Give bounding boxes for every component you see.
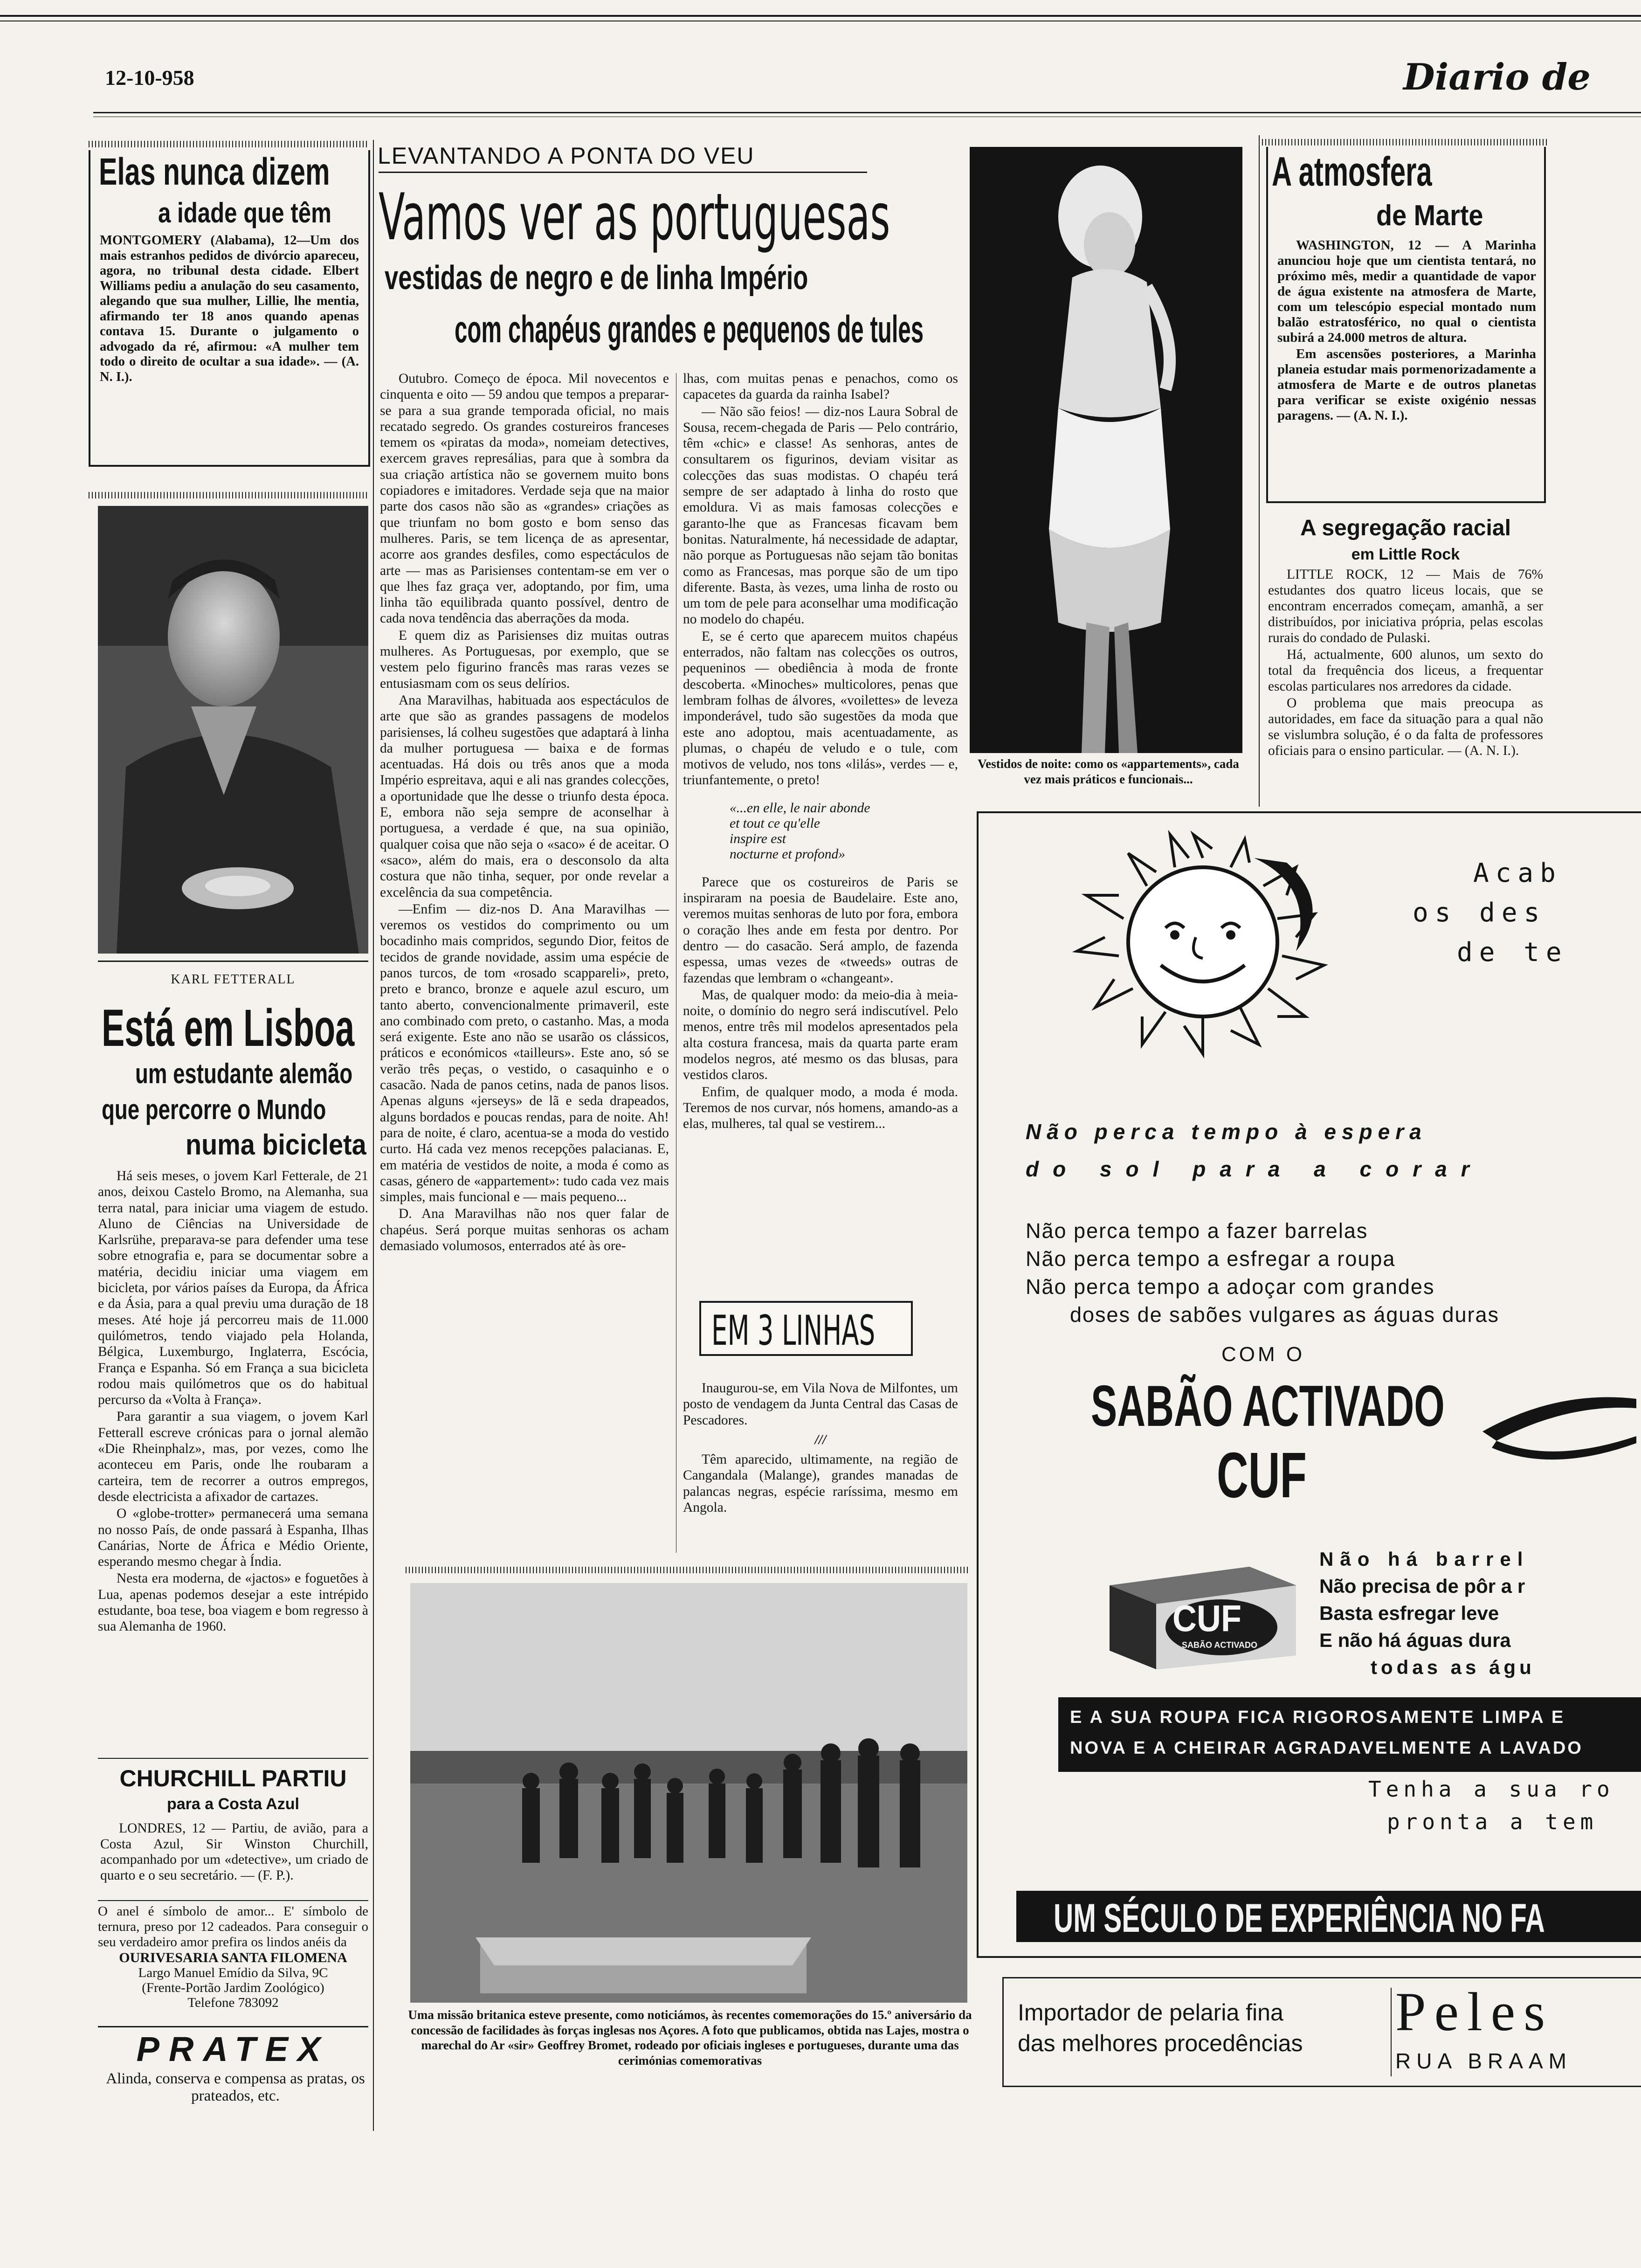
moda-c1p5: D. Ana Maravilhas não nos quer falar de chapéus. Será porque muitas senhoras os acham demasiado volumosos, enterrados até às ore- xyxy=(380,1206,669,1254)
elas-box xyxy=(89,150,370,467)
elas-title: Elas nunca dizem xyxy=(99,151,330,193)
karl-sub3: numa bicicleta xyxy=(186,1129,366,1161)
cuf-band1: E A SUA ROUPA FICA RIGOROSAMENTE LIMPA E xyxy=(1070,1708,1565,1727)
cuf-top3: de te xyxy=(1457,937,1568,968)
quote-line-4: nocturne et profond» xyxy=(730,846,845,862)
cuf-line3: Não perca tempo a adoçar com grandes xyxy=(1026,1275,1435,1299)
masthead: Diario de xyxy=(1403,56,1591,98)
moda-sub2: com chapéus grandes e pequenos de tules xyxy=(455,308,924,351)
churchill-text xyxy=(100,1821,368,1884)
moda-sub1: vestidas de negro e de linha Império xyxy=(385,259,808,297)
cuf-slogan1: Não perca tempo à espera xyxy=(1026,1120,1427,1144)
marte-title: A atmosfera xyxy=(1272,148,1432,194)
marte-subtitle: de Marte xyxy=(1376,200,1483,232)
em3linhas-p1: Inaugurou-se, em Vila Nova de Milfontes, um posto de vendagem da Junta Central das Casas de Pescadores. xyxy=(683,1381,958,1428)
sun-illustration xyxy=(1035,830,1371,1100)
marte-hatch xyxy=(1259,139,1548,145)
churchill-p: LONDRES, 12 — Partiu, de avião, para a Costa Azul, Sir Winston Churchill, acompanhado por um «detective», um criado de quarto e o seu secretário. — (F. P.). xyxy=(100,1821,368,1883)
pratex-rule xyxy=(98,2026,368,2027)
ourivesaria-text: O anel é símbolo de amor... E' símbolo de ternura, preso por 12 cadeados. Para conseguir o seu verdadeiro amor prefira os lindos anéis da xyxy=(98,1904,368,1950)
dress-photo xyxy=(970,147,1242,753)
cuf-pack-brand: CUF xyxy=(1172,1597,1241,1639)
cuf-brand1: SABÃO ACTIVADO xyxy=(1091,1374,1445,1438)
segregacao-title: A segregação racial xyxy=(1300,516,1511,540)
elas-hatch xyxy=(89,141,368,147)
moda-c2p1: lhas, com muitas penas e penachos, como os capacetes da guarda da rainha Isabel? xyxy=(683,371,958,402)
cuf-pack-small: SABÃO ACTIVADO xyxy=(1182,1640,1257,1650)
col-rule-1 xyxy=(373,140,374,2131)
photo-hatch xyxy=(406,1567,970,1573)
cuf-tenha1: Tenha a sua ro xyxy=(1368,1777,1614,1802)
moda-c1p3: Ana Maravilhas, habituada aos espectáculos de arte que são as grandes passagens de modelos parisienses, lá colheu sugestões que adaptará à linha da mulher portuguesa — baixa e de formas acentuadas. Há dois ou três anos que a moda Império espreitava, aqui e ali nas grandes colecções, a oportunidade que lhe desse o triunfo desta época. E, embora não seja sempre de aconselhar à portuguesa, a verdade é que, na sua opinião, qualquer coisa que não seja o «saco» é de aceitar. O «saco», além do mais, era o desconsolo da alta costura que não tinha, sequer, por onde revelar a excelência da sua competência. xyxy=(380,692,669,900)
moda-col1 xyxy=(380,371,669,1255)
moda-c2p6: Enfim, de qualquer modo, a moda é moda. Teremos de nos curvar, nós homens, amando-as a elas, mulheres, tal qual se vestirem... xyxy=(683,1084,958,1132)
cuf-r2: Não precisa de pôr a r xyxy=(1319,1575,1525,1597)
dress-caption: Vestidos de noite: como os «appartements», cada vez mais práticos e funcionais... xyxy=(978,757,1239,786)
em3linhas-sep: /// xyxy=(814,1432,827,1447)
karl-photo xyxy=(98,506,368,954)
karl-title: Está em Lisboa xyxy=(102,999,355,1057)
pratex-name: PRATEX xyxy=(136,2030,330,2068)
moda-c1p2: E quem diz as Parisienses diz muitas outras mulheres. As Portuguesas, por exemplo, que se vestem pelo figurino francês mas raras vezes se entusiasmam com os seus delírios. xyxy=(380,628,669,691)
col-rule-right xyxy=(1259,135,1260,807)
em3linhas-title: EM 3 LINHAS xyxy=(711,1307,876,1355)
peles-left1: Importador de pelaria fina xyxy=(1018,1999,1283,2026)
ad-peles xyxy=(1002,1977,1641,2087)
karl-caption: KARL FETTERALL xyxy=(171,972,296,987)
segregacao-p1: LITTLE ROCK, 12 — Mais de 76% estudantes dos quatro liceus locais, que se encontram encerrados começam, amanhã, a ser distribuídos, por iniciativa própria, pelas escolas rurais do condado de Pulaski. xyxy=(1268,567,1543,645)
quote-line-3: inspire est xyxy=(730,831,786,846)
em3linhas-box xyxy=(699,1301,913,1356)
karl-p3: O «globe-trotter» permanecerá uma semana no nosso País, de onde passará à Espanha, Ilhas Canárias, Norte de África e Médio Oriente, esperando mesmo chegar à Índia. xyxy=(98,1506,368,1570)
elas-subtitle: a idade que têm xyxy=(158,197,331,228)
em3linhas-text xyxy=(683,1380,958,1516)
lajes-photo xyxy=(410,1583,967,2003)
cuf-com: COM O xyxy=(1221,1343,1305,1366)
peles-left2: das melhores procedências xyxy=(1018,2030,1303,2056)
marte-p2: Em ascensões posteriores, a Marinha planeia estudar mais pormenorizadamente a atmosfera de Marte e de outros planetas para verificar se existe oxigénio nessas paragens. — (A. N. I.). xyxy=(1277,346,1536,423)
cuf-bottom-band xyxy=(1016,1891,1641,1942)
ad-cuf-bottom-rule xyxy=(977,1956,1641,1958)
cuf-brand2: CUF xyxy=(1217,1439,1307,1511)
ourivesaria-phone: Telefone 783092 xyxy=(187,1995,279,2010)
cuf-r5: todas as águ xyxy=(1371,1656,1535,1678)
peles-divider xyxy=(1391,1988,1392,2076)
ad-cuf-top-rule xyxy=(977,811,1641,813)
ourivesaria-name: OURIVESARIA SANTA FILOMENA xyxy=(119,1950,347,1965)
churchill-rule xyxy=(98,1758,368,1759)
cuf-line1: Não perca tempo a fazer barrelas xyxy=(1026,1219,1368,1243)
moda-c2p3: E, se é certo que aparecem muitos chapéus enterrados, não faltam nas colecções os outros, pequeninos — obediência à moda de fronte descoberta. «Minoches» multicolores, penas que lembram folhas de álvores, «voilettes» de leveza imponderável, tudo são sugestões da moda que este ano adoptou, mais acentuadamente, as plumas, o chapéu de veludo e o tule, com motivos de veludo, nos tons «lilás», verdes — e, triunfantemente, o preto! xyxy=(683,629,958,788)
ourivesaria-ad xyxy=(98,1900,368,2025)
karl-hatch xyxy=(89,492,368,498)
cuf-tenha2: pronta a tem xyxy=(1387,1809,1598,1834)
cuf-r1: Não há barrel xyxy=(1319,1548,1530,1570)
karl-rule xyxy=(98,961,368,962)
moda-kicker: LEVANTANDO A PONTA DO VEU xyxy=(378,143,755,169)
peles-brand: Peles xyxy=(1395,1981,1554,2042)
peles-left xyxy=(1018,1997,1303,2059)
quote-line-1: «...en elle, le nair abonde xyxy=(730,800,870,816)
cuf-bottom: UM SÉCULO DE EXPERIÊNCIA NO FA xyxy=(1054,1896,1545,1941)
top-rule xyxy=(0,15,1641,17)
peles-addr: RUA BRAAM xyxy=(1395,2049,1572,2073)
segregacao-text xyxy=(1268,567,1543,760)
ad-cuf-left-rule xyxy=(977,811,979,1956)
cuf-lines xyxy=(1026,1217,1499,1329)
cuf-slogan2: do sol para a corar xyxy=(1026,1157,1483,1181)
cuf-top2: os des xyxy=(1413,898,1546,928)
segregacao-p3: O problema que mais preocupa as autoridades, em face da situação para a qual não se vislumbra solução, é o da falta de professores oficiais para o ensino particular. — (A. N. I.). xyxy=(1268,696,1543,758)
karl-p4: Nesta era moderna, de «jactos» e foguetões à Lua, apenas podemos desejar a este intrépido estudante, boa tese, boa viagem e bom regresso à sua Alemanha de 1960. xyxy=(98,1571,368,1634)
header-rule xyxy=(93,112,1641,113)
segregacao-p2: Há, actualmente, 600 alunos, um sexto do total da frequência dos liceus, a frequentar escolas particulares nos arredores da cidade. xyxy=(1268,647,1543,694)
cuf-line4: doses de sabões vulgares as águas duras xyxy=(1070,1303,1500,1327)
pratex-text: Alinda, conserva e compensa as pratas, os prateados, etc. xyxy=(106,2070,365,2104)
marte-p1: WASHINGTON, 12 — A Marinha anunciou hoje que um cientista tentará, no próximo mês, medir a quantidade de vapor de água existente na atmosfera de Marte, com um telescópio especial montado num balão estratosférico, no qual o cientista subirá a 24.000 metros de altura. xyxy=(1277,238,1536,345)
ourivesaria-addr1: Largo Manuel Emídio da Silva, 9C xyxy=(138,1965,328,1980)
karl-p1: Há seis meses, o jovem Karl Fetterale, de 21 anos, deixou Castelo Bromo, na Alemanha, sua terra natal, para iniciar uma viagem de estudo. Aluno de Ciências na Universidade de Karlsrühe, preparava-se para defender uma tese sobre etnografia e, para se documentar sobre a matéria, decidiu iniciar uma viagem em bicicleta, por vários países da Europa, da África e da Ásia, para a qual previu uma duração de 18 meses. Até hoje já percorreu mais de 11.000 quilómetros, tendo viajado pela Holanda, Bélgica, Luxemburgo, Inglaterra, Escócia, França e Espanha. Só em França a sua bicicleta rodou mais quilómetros que os do habitual percurso da «Volta à França». xyxy=(98,1169,368,1408)
karl-p2: Para garantir a sua viagem, o jovem Karl Fetterall escreve crónicas para o jornal alemão «Die Rheinphalz», mas, por vezes, como lhe aconteceu em Paris, onde lhe roubaram a carteira, tem de recorrer a outros empregos, desde electricista a afixador de cartazes. xyxy=(98,1409,368,1504)
moda-c2p4: Parece que os costureiros de Paris se inspiraram na poesia de Baudelaire. Este ano, veremos muitas senhoras de luto por fora, embora o coração lhes ande em festa por dentro. Por dentro — do casacão. Será amplo, de fazenda espessa, umas vezes de «tweeds» outras de fazendas que lembram o «changeant». xyxy=(683,874,958,986)
page-date: 12-10-958 xyxy=(105,66,194,90)
cuf-band xyxy=(1058,1697,1641,1772)
marte-text xyxy=(1277,238,1536,424)
kicker-underline xyxy=(379,172,867,173)
elas-text: MONTGOMERY (Alabama), 12—Um dos mais estranhos pedidos de divórcio apareceu, agora, no tribunal desta cidade. Elbert Williams pediu a anulação do seu casamento, alegando que sua mulher, Lillie, lhe mentia, afirmando ter 18 anos quando apenas contava 15. Durante o julgamento o advogado da ré, afirmou: «A mulher tem todo o direito de ocultar a sua idade». — (A. N. I.). xyxy=(100,233,359,384)
karl-sub1: um estudante alemão xyxy=(135,1058,353,1089)
cuf-line2: Não perca tempo a esfregar a roupa xyxy=(1026,1247,1396,1271)
churchill-title: CHURCHILL PARTIU xyxy=(119,1765,347,1791)
cuf-right-lines xyxy=(1319,1546,1535,1681)
segregacao-subtitle: em Little Rock xyxy=(1351,546,1460,563)
quote-line-2: et tout ce qu'elle xyxy=(730,816,820,831)
cuf-pack xyxy=(1100,1548,1301,1669)
moda-c1p4: —Enfim — diz-nos D. Ana Maravilhas — veremos os vestidos do comprimento ou um bocadinho mais compridos, segundo Dior, feitos de tecidos de grande novidade, assim uma espécie de panos turcos, de tom «rosado scappareli», preto, preto e branco, bronze e aquele azul escuro, um tanto aberto, convencionalmente primaveril, este ano combinado com preto, o castanho. Mas, a moda será exigente. Este ano não se usarão os clássicos, práticos e económicos «tailleurs». Este ano, só se verão três peças, o vestido, o casaquinho e o casacão. Nada de panos cetins, nada de panos lisos. Apenas alguns «jerseys» de lã e seda drapeados, alguns bordados e poucas rendas, para de noite. Ah! para de noite, é claro, acentua-se a moda do vestido curto. Há cada vez menos recepções palacianas. E, em matéria de vestidos de noite, a moda é como as casas, género de «appartement»: tudo cada vez mais simples, mais funcional e — mais pequeno... xyxy=(380,901,669,1205)
cuf-band2: NOVA E A CHEIRAR AGRADAVELMENTE A LAVADO xyxy=(1070,1738,1583,1758)
moda-title: Vamos ver as portuguesas xyxy=(379,180,890,255)
moda-c1p1: Outubro. Começo de época. Mil novecentos e cinquenta e oito — 59 andou que tempos a preparar-se para a sua grande temporada oficial, no mais recatado segredo. Os grandes costureiros franceses temem os «piratas da moda», nomeiam detectives, exercem graves represálias, para que à sombra da sua criação artística não se governem muito bons copiadores e imitadores. Verdade seja que na maior parte dos casos não são as «grandes» criações as que triunfam no bom gosto e bom senso das mulheres. Paris, se tem licença de as apresentar, acorre aos grandes desfiles, como espectáculos de arte — mas as Parisienses contentam-se em ver o que lhes faz graça ver, adoptando, por fim, uma linha tão equilibrada quanto possível, dentro de cada nova tendência das aberrações da moda. xyxy=(380,371,669,626)
churchill-subtitle: para a Costa Azul xyxy=(166,1795,300,1813)
karl-sub2: que percorre o Mundo xyxy=(102,1094,326,1125)
em3linhas-p2: Têm aparecido, ultimamente, na região de Cangandala (Malange), grandes manadas de palancas negras, espécie raríssima, mesmo em Angola. xyxy=(683,1452,958,1515)
marte-box xyxy=(1266,147,1546,503)
moda-c2p5: Mas, de qualquer modo: da meio-dia à meia-noite, o domínio do negro será indiscutível. Pelo menos, entre três mil modelos apresentados pela alta costura francesa, mais da quarta parte eram modelos negros, até mesmo os das blusas, para vestidos claros. xyxy=(683,987,958,1083)
moda-col2 xyxy=(683,371,958,1133)
ourivesaria-addr2: (Frente-Portão Jardim Zoológico) xyxy=(142,1980,324,1995)
karl-text xyxy=(98,1168,368,1636)
cuf-logo-shape xyxy=(1482,1380,1636,1473)
cuf-r4: E não há águas dura xyxy=(1319,1629,1511,1651)
cuf-top1: Acab xyxy=(1473,858,1562,888)
lajes-caption: Uma missão britanica esteve presente, como noticiámos, às recentes comemorações do 15.º aniversário da concessão de facilidades às forças inglesas nos Açores. A foto que publicamos, obtida nas Lajes, mostra o marechal do Ar «sir» Geoffrey Bromet, rodeado por oficiais ingleses e portugueses, durante uma das cerimónias comemorativas xyxy=(408,2008,972,2067)
moda-c2p2: — Não são feios! — diz-nos Laura Sobral de Sousa, recem-chegada de Paris — Pelo contrário, têm «chic» e classe! As senhoras, antes de consultarem os figurinos, deviam visitar as colecções das suas modistas. O chapéu terá sempre de ser adaptado à linha do rosto que emoldura. Vi as mais famosas colecções e garanto-lhe que as Francesas ficavam bem bonitas. Naturalmente, há necessidade de adaptar, não porque as Portuguesas não sejam tão bonitas como as Francesas, mas porque são de um tipo diferente. Basta, às vezes, uma linha de rosto ou um tom de pele para aconselhar uma modificação no modelo do chapéu. xyxy=(683,404,958,627)
moda-quote xyxy=(730,801,958,862)
cuf-r3: Basta esfregar leve xyxy=(1319,1602,1499,1624)
